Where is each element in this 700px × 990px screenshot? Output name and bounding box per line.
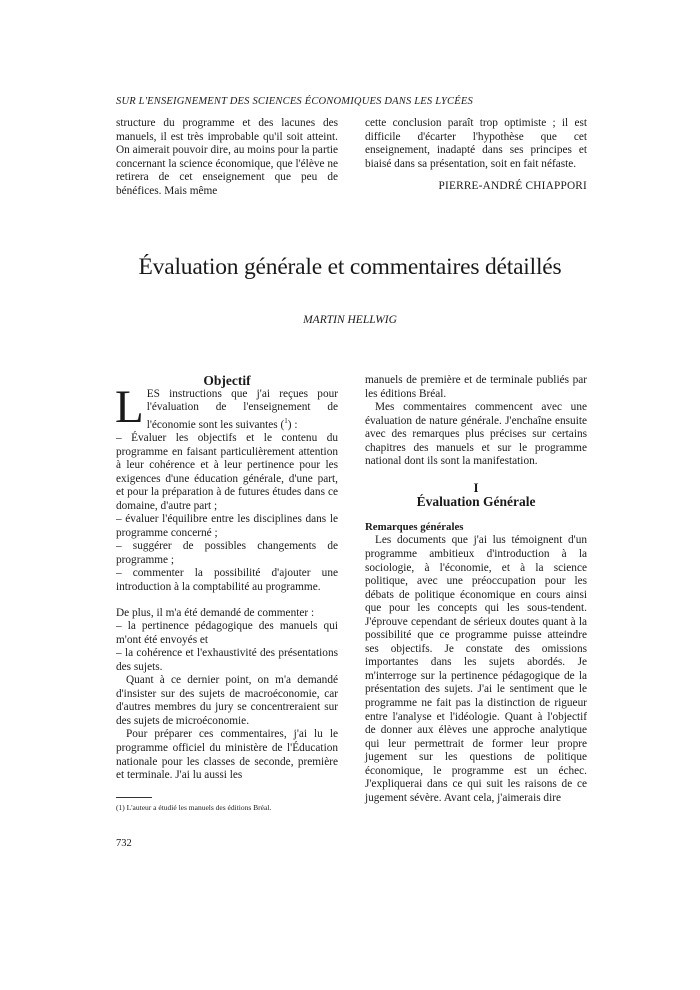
comment-item: – la pertinence pédagogique des manuels qui m'ont été envoyés et: [116, 620, 338, 646]
instruction-item: – suggérer de possibles changements de programme ;: [116, 540, 338, 566]
intro-text: ES instructions que j'ai reçues pour l'évaluation de l'enseignement de l'économie sont les suivantes (: [146, 387, 338, 431]
comment-item: – la cohérence et l'exhaustivité des présentations des sujets.: [116, 647, 338, 673]
previous-author-signature: PIERRE-ANDRÉ CHIAPPORI: [438, 180, 587, 193]
paragraph-lead: De plus, il m'a été demandé de commenter :: [116, 606, 315, 619]
footnote: (1) L'auteur a étudié les manuels des éditions Bréal.: [116, 803, 272, 812]
instruction-item: – évaluer l'équilibre entre les disciplines dans le programme concerné ;: [116, 513, 338, 539]
running-head: SUR L'ENSEIGNEMENT DES SCIENCES ÉCONOMIQUES DANS LES LYCÉES: [116, 96, 473, 107]
footnote-ref: 1: [284, 416, 288, 425]
paragraph: Mes commentaires commencent avec une évaluation de nature générale. J'enchaîne ensuite avec des remarques plus précises sur certains chapitres des manuels et sur le programme national dont ils sont la manifestation.: [365, 401, 587, 468]
paragraph: Pour préparer ces commentaires, j'ai lu le programme officiel du ministère de l'Éducation nationale pour les classes de seconde, première et terminale. J'ai lu aussi les: [116, 728, 338, 782]
top-right-column: [365, 117, 587, 194]
top-left-text: structure du programme et des lacunes des manuels, il est très improbable qu'il soit atteint. On aimerait pouvoir dire, au moins pour la partie concernant la science économique, que l'élève ne retirera de cet enseignement que peu de bénéfices. Mais même: [116, 117, 338, 197]
left-column: [116, 374, 338, 783]
article-title: Évaluation générale et commentaires détaillés: [138, 254, 562, 280]
part-number: I: [473, 479, 479, 495]
intro-end: ) :: [287, 418, 298, 431]
top-left-column: [116, 117, 338, 198]
section-title-objectif: Objectif: [203, 373, 251, 388]
instruction-item: – commenter la possibilité d'ajouter une introduction à la comptabilité au programme.: [116, 567, 338, 593]
footnote-divider: [116, 797, 152, 798]
top-right-text: cette conclusion paraît trop optimiste ; il est difficile d'écarter l'hypothèse que cet enseignement, inadapté dans ses principes et biaisé dans sa présentation, soit en fait néfaste.: [365, 117, 587, 170]
paragraph: Quant à ce dernier point, on m'a demandé d'insister sur des sujets de macroéconomie, car d'autres membres du jury se concentreraient sur des sujets de microéconomie.: [116, 674, 338, 727]
right-column: [365, 374, 587, 805]
instruction-item: – Évaluer les objectifs et le contenu du programme en faisant particulièrement attention à leur cohérence et à leur pertinence pour les exigences d'une éducation générale, d'une part, et pour la préparation à de futures études dans ce domaine, d'autre part ;: [116, 431, 338, 512]
article-author: MARTIN HELLWIG: [303, 314, 397, 326]
part-title: Évaluation Générale: [416, 494, 536, 510]
drop-cap: L: [115, 380, 144, 433]
subsection-heading: Remarques générales: [365, 520, 464, 533]
body-paragraph: Les documents que j'ai lus témoignent d'un programme ambitieux d'introduction à la sociologie, à l'économie, et à la science politique, avec une préoccupation pour les débats de politique économique en cours ainsi que pour les concepts qui les sous-tendent. J'éprouve cependant de sérieux doutes quant à la possibilité que ce programme puisse atteindre ses objectifs. Je constate des omissions importantes dans les sujets abordés. Je m'interroge sur la pertinence pédagogique de la présentation des sujets. J'ai le sentiment que le programme ne fait pas la distinction de rigueur entre l'analyse et l'idéologie. Quant à l'objectif de donner aux élèves une approche analytique qui leur permettrait de former leur propre jugement sur les questions de politique économique, le programme est un échec. J'expliquerai dans ce qui suit les raisons de ce jugement sévère. Avant cela, j'aimerais dire: [365, 534, 587, 804]
page-number: 732: [116, 838, 132, 849]
continuation-paragraph: manuels de première et de terminale publiés par les éditions Bréal.: [365, 374, 587, 400]
